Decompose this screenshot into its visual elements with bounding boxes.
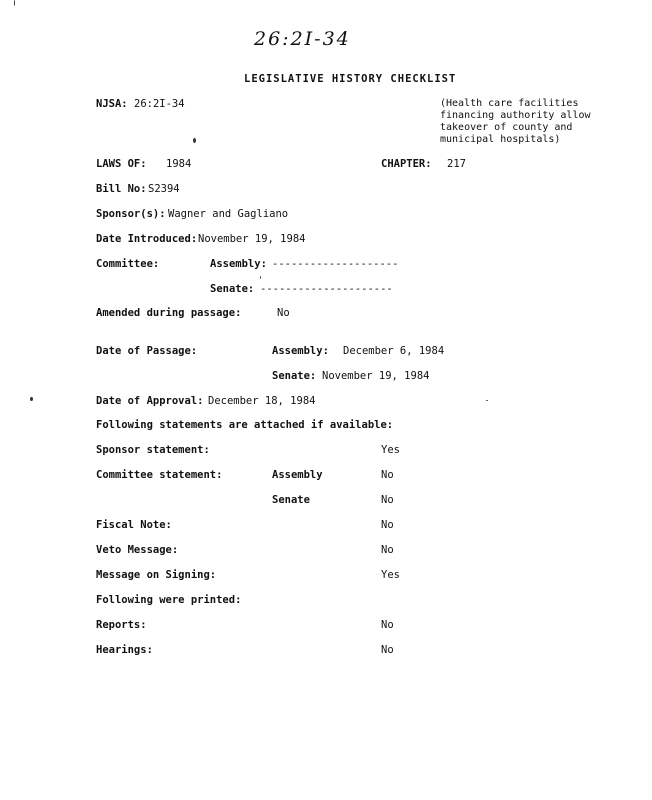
committee-statement-senate-label: Senate <box>272 494 310 506</box>
laws-of-label: LAWS OF: <box>96 158 147 170</box>
passage-assembly-value: December 6, 1984 <box>343 345 445 357</box>
reports-value: No <box>381 619 394 631</box>
reports-label: Reports: <box>96 619 147 631</box>
chapter-label: CHAPTER: <box>381 158 432 170</box>
veto-message-label: Veto Message: <box>96 544 179 556</box>
committee-assembly-value: -------------------- <box>272 258 399 270</box>
description-line: (Health care facilities <box>440 98 579 109</box>
committee-senate-value: --------------------- <box>260 283 393 295</box>
laws-of-value: 1984 <box>166 158 192 170</box>
date-of-approval-label: Date of Approval: <box>96 395 204 407</box>
scan-speck <box>30 397 33 401</box>
description-line: takeover of county and <box>440 122 573 133</box>
date-introduced-value: November 19, 1984 <box>198 233 306 245</box>
fiscal-note-label: Fiscal Note: <box>96 519 172 531</box>
scan-speck <box>14 0 15 6</box>
sponsors-label: Sponsor(s): <box>96 208 166 220</box>
message-on-signing-label: Message on Signing: <box>96 569 217 581</box>
sponsor-statement-label: Sponsor statement: <box>96 444 210 456</box>
bill-no-value: S2394 <box>148 183 180 195</box>
committee-statement-assembly-label: Assembly <box>272 469 323 481</box>
handwritten-statute-number: 26:2I-34 <box>254 28 351 50</box>
hearings-label: Hearings: <box>96 644 153 656</box>
committee-senate-label: Senate: <box>210 283 255 295</box>
printed-heading: Following were printed: <box>96 594 242 606</box>
scan-speck <box>486 400 488 401</box>
veto-message-value: No <box>381 544 394 556</box>
njsa-label: NJSA: <box>96 98 128 110</box>
passage-senate-value: November 19, 1984 <box>322 370 430 382</box>
amended-label: Amended during passage: <box>96 307 242 319</box>
description-note <box>440 98 590 146</box>
committee-label: Committee: <box>96 258 160 270</box>
scan-speck <box>193 138 196 143</box>
date-introduced-label: Date Introduced: <box>96 233 198 245</box>
fiscal-note-value: No <box>381 519 394 531</box>
passage-assembly-label: Assembly: <box>272 345 329 357</box>
date-of-passage-label: Date of Passage: <box>96 345 198 357</box>
hearings-value: No <box>381 644 394 656</box>
description-line: municipal hospitals) <box>440 134 561 145</box>
message-on-signing-value: Yes <box>381 569 400 581</box>
statements-heading: Following statements are attached if available: <box>96 419 394 431</box>
sponsors-value: Wagner and Gagliano <box>168 208 289 220</box>
bill-no-label: Bill No: <box>96 183 147 195</box>
chapter-value: 217 <box>447 158 466 170</box>
date-of-approval-value: December 18, 1984 <box>208 395 316 407</box>
njsa-value: 26:2I-34 <box>134 98 185 110</box>
committee-statement-assembly-value: No <box>381 469 394 481</box>
description-line: financing authority allow <box>440 110 591 121</box>
scan-speck <box>260 276 261 279</box>
amended-value: No <box>277 307 290 319</box>
committee-assembly-label: Assembly: <box>210 258 267 270</box>
passage-senate-label: Senate: <box>272 370 317 382</box>
sponsor-statement-value: Yes <box>381 444 400 456</box>
page-title: LEGISLATIVE HISTORY CHECKLIST <box>244 73 457 85</box>
committee-statement-label: Committee statement: <box>96 469 223 481</box>
committee-statement-senate-value: No <box>381 494 394 506</box>
